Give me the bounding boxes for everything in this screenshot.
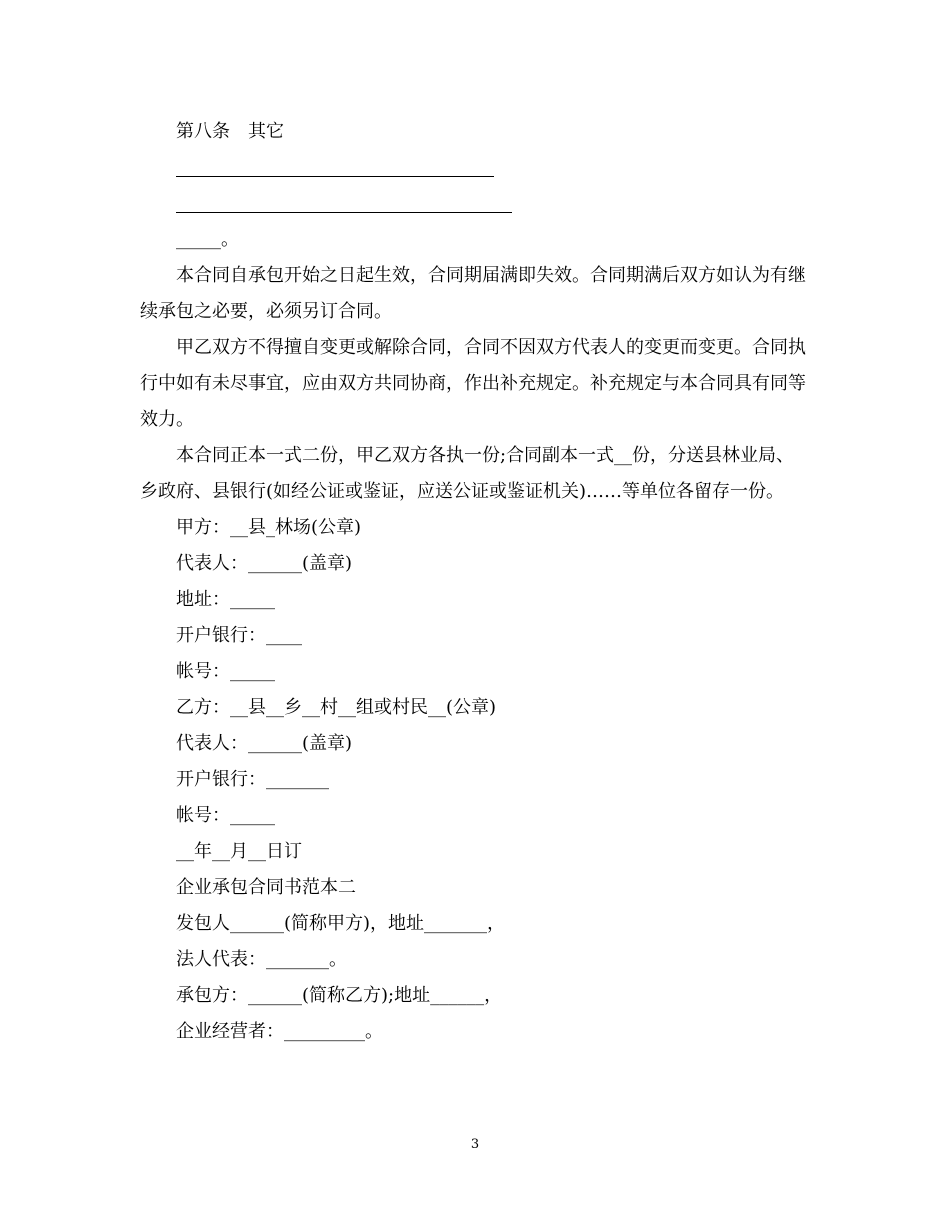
blank-line xyxy=(140,186,810,222)
paragraph-modification: 甲乙双方不得擅自变更或解除合同，合同不因双方代表人的变更而变更。合同执行中如有未尽事宜，应由双方共同协商，作出补充规定。补充规定与本合同具有同等效力。 xyxy=(140,337,806,430)
blank-line xyxy=(140,150,810,186)
party-b-name: 乙方：__县__乡__村__组或村民__(公章) xyxy=(176,697,497,718)
document-body xyxy=(140,114,810,1050)
blank-line-end: _____。 xyxy=(176,229,239,250)
party-b-bank: 开户银行：_______ xyxy=(176,769,329,790)
party-a-name: 甲方：__县_林场(公章) xyxy=(176,517,362,538)
paragraph-copies: 本合同正本一式二份，甲乙双方各执一份;合同副本一式__份，分送县林业局、乡政府、县银行(如经公证或鉴证，应送公证或鉴证机关)……等单位各留存一份。 xyxy=(140,445,795,502)
article-heading: 第八条 其它 xyxy=(176,121,284,142)
issuer-line: 发包人______(简称甲方)，地址_______， xyxy=(176,913,506,934)
party-a-bank: 开户银行：____ xyxy=(176,625,302,646)
party-a-representative: 代表人：______(盖章) xyxy=(176,553,353,574)
template-two-title: 企业承包合同书范本二 xyxy=(176,877,356,898)
blank-line-rule xyxy=(176,176,494,177)
legal-representative-line: 法人代表：_______。 xyxy=(176,949,347,970)
party-a-account: 帐号：_____ xyxy=(176,661,275,682)
paragraph-effective: 本合同自承包开始之日起生效，合同期届满即失效。合同期满后双方如认为有继续承包之必要，必须另订合同。 xyxy=(140,265,806,322)
party-b-account: 帐号：_____ xyxy=(176,805,275,826)
party-a-address: 地址：_____ xyxy=(176,589,275,610)
operator-line: 企业经营者：_________。 xyxy=(176,1021,383,1042)
page-number: 3 xyxy=(470,1137,480,1152)
blank-line-rule xyxy=(176,212,512,213)
signing-date: __年__月__日订 xyxy=(176,841,302,862)
party-b-representative: 代表人：______(盖章) xyxy=(176,733,353,754)
contractor-line: 承包方：______(简称乙方);地址______， xyxy=(176,985,503,1006)
